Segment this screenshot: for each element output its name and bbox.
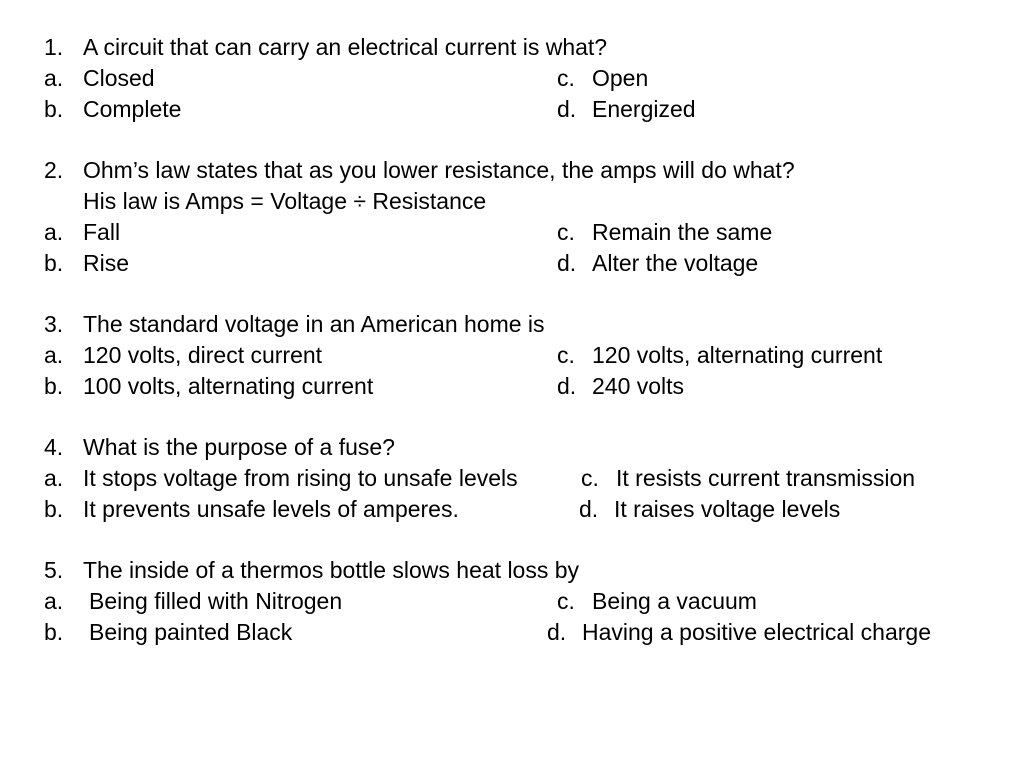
choice-d-label: d. xyxy=(547,619,567,645)
choice-b-text: 100 volts, alternating current xyxy=(83,373,374,399)
question-number: 5. xyxy=(44,557,64,583)
choice-row xyxy=(0,617,1024,648)
question-text: The inside of a thermos bottle slows heat loss by xyxy=(83,557,580,583)
choice-c-label: c. xyxy=(557,342,575,368)
choice-a-label: a. xyxy=(44,65,64,91)
choice-a-text: 120 volts, direct current xyxy=(83,342,323,368)
choice-d-text: 240 volts xyxy=(592,373,685,399)
choice-b-text: Being painted Black xyxy=(89,619,293,645)
question-2 xyxy=(0,155,1024,186)
choice-row xyxy=(0,248,1024,279)
question-text: Ohm’s law states that as you lower resistance, the amps will do what? xyxy=(83,157,795,183)
question-3 xyxy=(0,309,1024,340)
choice-c-text: Remain the same xyxy=(592,219,773,245)
choice-b-label: b. xyxy=(44,496,64,522)
choice-b-label: b. xyxy=(44,250,64,276)
choice-d-text: Having a positive electrical charge xyxy=(582,619,932,645)
question-number: 3. xyxy=(44,311,64,337)
choice-c-label: c. xyxy=(557,65,575,91)
question-5 xyxy=(0,555,1024,586)
choice-c-text: It resists current transmission xyxy=(616,465,916,491)
question-text-continued: His law is Amps = Voltage ÷ Resistance xyxy=(83,188,487,214)
choice-a-text: Closed xyxy=(83,65,155,91)
question-number: 2. xyxy=(44,157,64,183)
choice-a-label: a. xyxy=(44,465,64,491)
choice-row xyxy=(0,340,1024,371)
question-2-formula xyxy=(0,186,1024,217)
choice-b-text: Rise xyxy=(83,250,130,276)
choice-c-text: Being a vacuum xyxy=(592,588,757,614)
choice-b-text: It prevents unsafe levels of amperes. xyxy=(83,496,459,522)
question-text: What is the purpose of a fuse? xyxy=(83,434,395,460)
choice-c-text: Open xyxy=(592,65,649,91)
choice-d-label: d. xyxy=(579,496,599,522)
choice-a-label: a. xyxy=(44,342,64,368)
choice-d-text: Alter the voltage xyxy=(592,250,759,276)
choice-a-label: a. xyxy=(44,588,64,614)
choice-c-label: c. xyxy=(557,588,575,614)
choice-c-text: 120 volts, alternating current xyxy=(592,342,883,368)
question-number: 1. xyxy=(44,34,64,60)
choice-row xyxy=(0,217,1024,248)
choice-row xyxy=(0,94,1024,125)
choice-b-label: b. xyxy=(44,96,64,122)
choice-row xyxy=(0,463,1024,494)
choice-row xyxy=(0,586,1024,617)
choice-a-text: Being filled with Nitrogen xyxy=(89,588,343,614)
question-text: A circuit that can carry an electrical current is what? xyxy=(83,34,608,60)
choice-d-text: Energized xyxy=(592,96,696,122)
choice-row xyxy=(0,371,1024,402)
choice-b-text: Complete xyxy=(83,96,182,122)
question-text: The standard voltage in an American home is xyxy=(83,311,545,337)
choice-c-label: c. xyxy=(581,465,599,491)
choice-b-label: b. xyxy=(44,373,64,399)
choice-row xyxy=(0,494,1024,525)
choice-a-text: It stops voltage from rising to unsafe levels xyxy=(83,465,518,491)
choice-d-label: d. xyxy=(557,96,577,122)
question-4 xyxy=(0,432,1024,463)
question-1 xyxy=(0,32,1024,63)
choice-a-text: Fall xyxy=(83,219,121,245)
question-number: 4. xyxy=(44,434,64,460)
choice-d-text: It raises voltage levels xyxy=(614,496,841,522)
choice-c-label: c. xyxy=(557,219,575,245)
choice-d-label: d. xyxy=(557,373,577,399)
choice-a-label: a. xyxy=(44,219,64,245)
choice-row xyxy=(0,63,1024,94)
choice-b-label: b. xyxy=(44,619,64,645)
choice-d-label: d. xyxy=(557,250,577,276)
